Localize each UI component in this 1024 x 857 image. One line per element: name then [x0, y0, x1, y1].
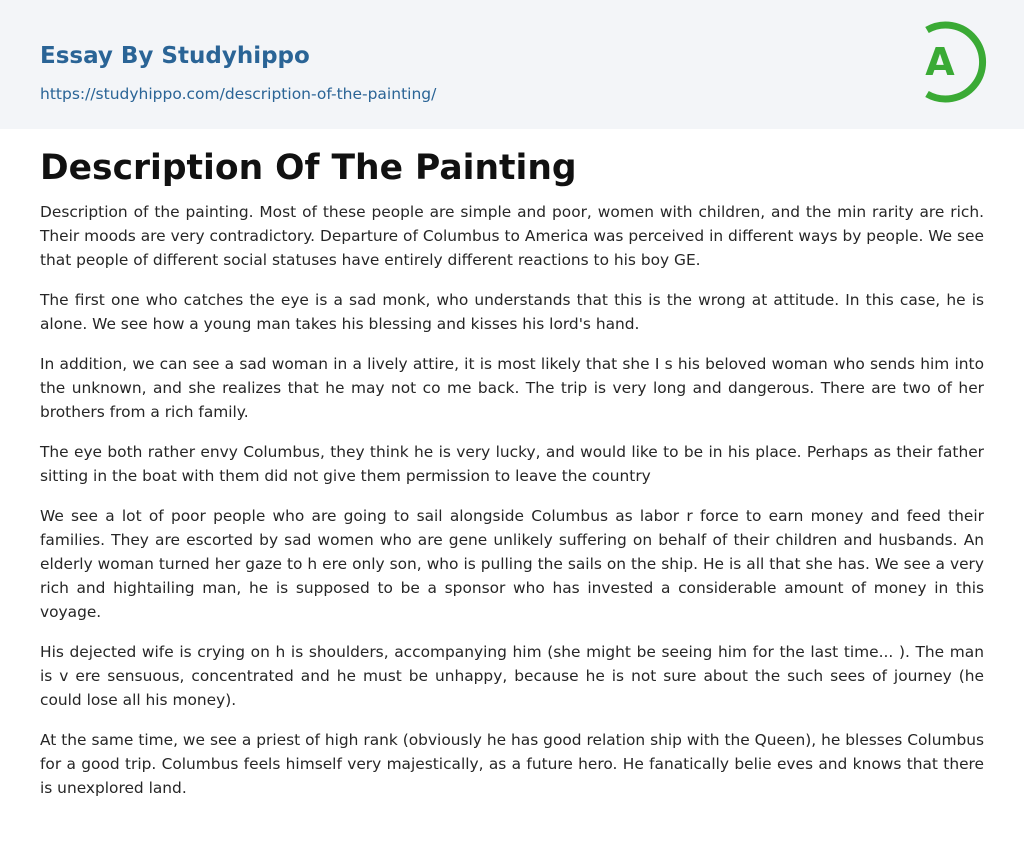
essay-paragraph: At the same time, we see a priest of high rank (obviously he has good relation ship with the Queen), he blesses Columbus for a good trip. Columbus feels himself very majestically, as a future hero. He fanatically belie eves and knows that there is unexplored land. — [40, 731, 984, 797]
essay-paragraph: We see a lot of poor people who are going to sail alongside Columbus as labor r force to earn money and feed their families. They are escorted by sad women who are gene unlikely suffering on behalf of their children and husbands. An elderly woman turned her gaze to h ere only son, who is pulling the sails on the ship. He is all that she has. We see a very rich and hightailing man, he is supposed to be a sponsor who has invested a considerable amount of money in this voyage. — [40, 507, 984, 621]
studyhippo-logo-icon[interactable] — [911, 18, 989, 106]
essay-paragraph: Description of the painting. Most of these people are simple and poor, women with children, and the min rarity are rich. Their moods are very contradictory. Departure of Columbus to America was perceived in different ways by people. We see that people of different social statuses have entirely different reactions to his boy GE. — [40, 203, 984, 269]
essay-paragraph: His dejected wife is crying on h is shoulders, accompanying him (she might be seeing him for the last time... ). The man is v ere sensuous, concentrated and he must be unhappy, because he is not sure about the such sees of journey (he could lose all his money). — [40, 643, 984, 709]
brand-title: Essay By Studyhippo — [40, 43, 310, 69]
essay-paragraph: The first one who catches the eye is a sad monk, who understands that this is the wrong at attitude. In this case, he is alone. We see how a young man takes his blessing and kisses his lord's hand. — [40, 291, 984, 333]
essay-paragraph: The eye both rather envy Columbus, they think he is very lucky, and would like to be in his place. Perhaps as their father sitting in the boat with them did not give them permission to leave the country — [40, 443, 984, 485]
essay-title: Description Of The Painting — [40, 148, 577, 188]
essay-body — [40, 200, 984, 816]
essay-paragraph: In addition, we can see a sad woman in a lively attire, it is most likely that she I s his beloved woman who sends him into the unknown, and she realizes that he may not co me back. The trip is very long and dangerous. There are two of her brothers from a rich family. — [40, 355, 984, 421]
logo-letter: A — [925, 40, 955, 84]
essay-url-link[interactable]: https://studyhippo.com/description-of-the-painting/ — [40, 85, 437, 103]
